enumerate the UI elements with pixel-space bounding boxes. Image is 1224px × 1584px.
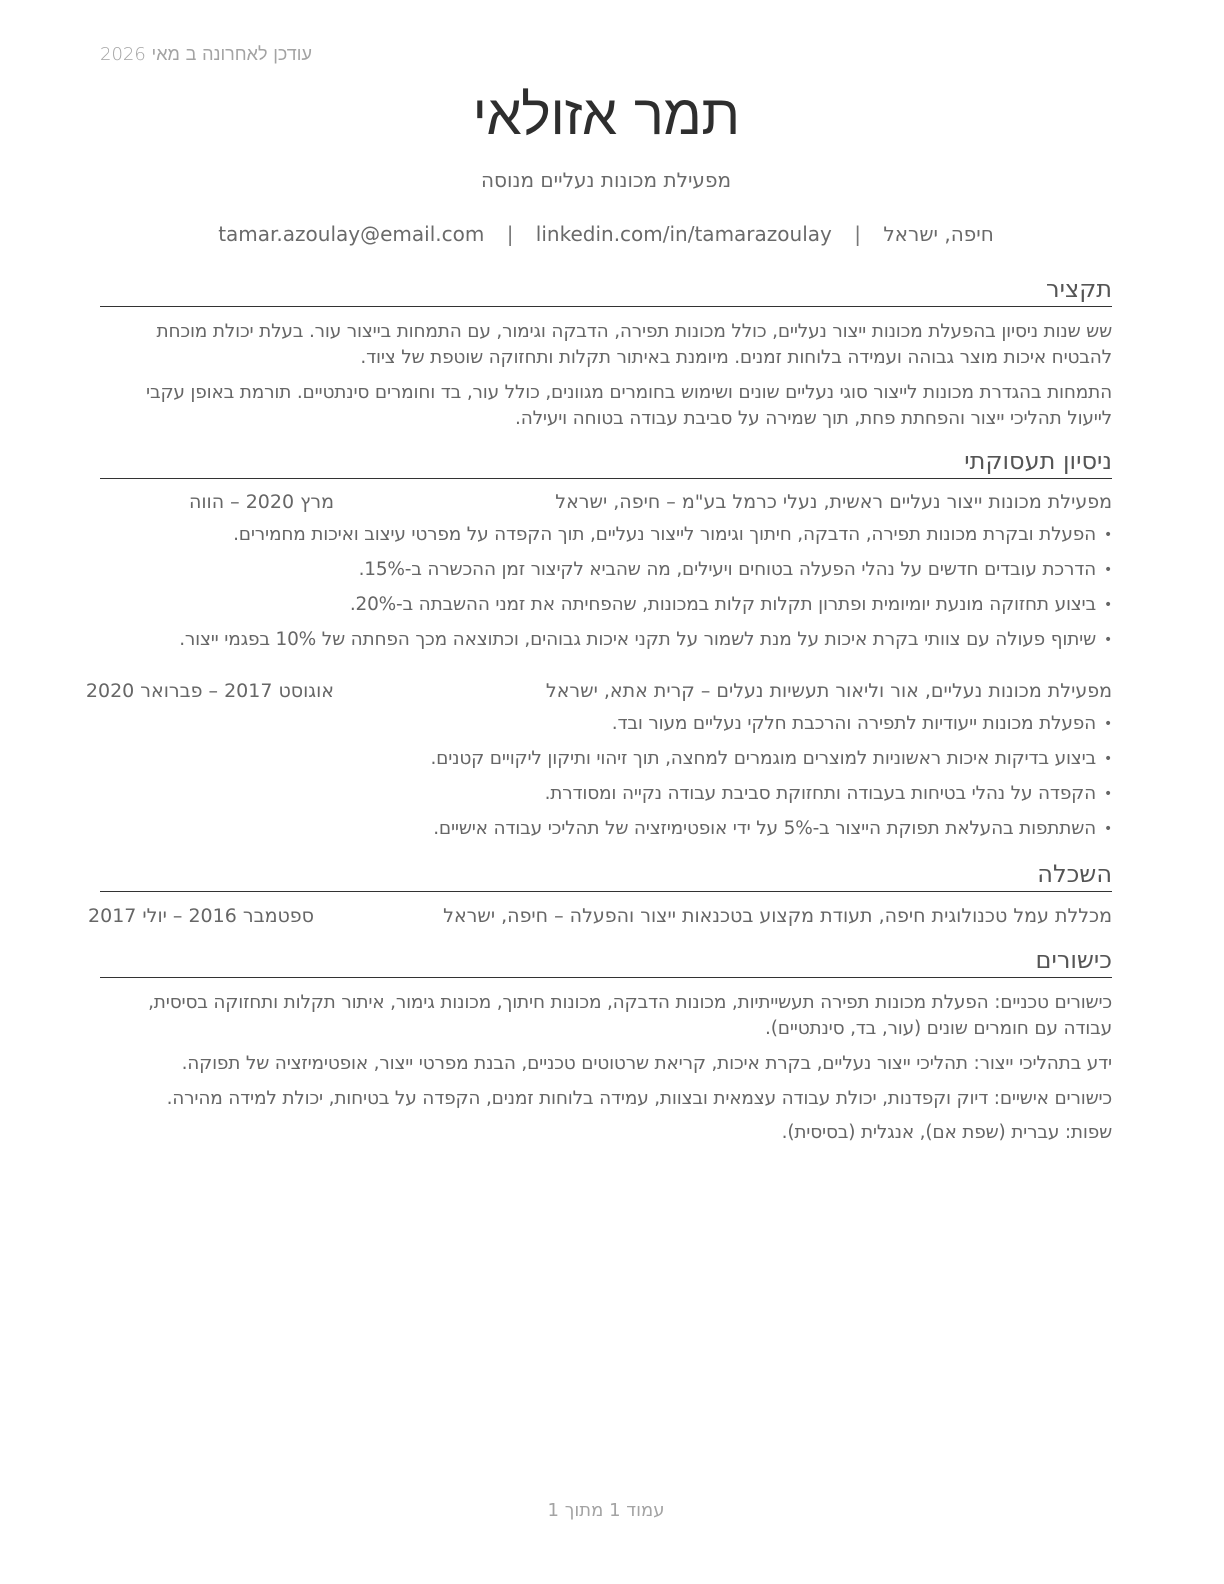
resume-page [85, 0, 1112, 1584]
bullet-dot-icon: • [1103, 527, 1112, 543]
contact-separator: | [506, 222, 514, 246]
bullet-dot-icon: • [1103, 632, 1112, 648]
job-title: מפעילת מכונות ייצור נעליים ראשית, נעלי כרמל בע"מ – חיפה, ישראל [555, 491, 1112, 513]
candidate-name: תמר אזולאי [472, 83, 740, 148]
job-bullet: • הפעלת מכונות ייעודיות לתפירה והרכבת חלקי נעליים מעור ובד. [100, 711, 1112, 746]
contact-linkedin[interactable]: linkedin.com/in/tamarazoulay [535, 222, 832, 246]
job-bullet: • ביצוע תחזוקה מונעת יומיומית ופתרון תקלות קלות במכונות, שהפחיתה את זמני ההשבתה ב-20%. [100, 592, 1112, 627]
education-entry [88, 905, 1112, 931]
bullet-dot-icon: • [1103, 821, 1112, 837]
section-title-experience: ניסיון תעסוקתי [100, 446, 1112, 479]
job-bullet: • הדרכת עובדים חדשים על נהלי הפעלה בטוחים ויעילים, מה שהביא לקיצור זמן ההכשרה ב-15%. [100, 557, 1112, 592]
job-bullet: • הפעלת ובקרת מכונות תפירה, הדבקה, חיתוך וגימור לייצור נעליים, תוך הקפדה על מפרטי עיצוב ואיכות מחמירים. [100, 522, 1112, 557]
candidate-role: מפעילת מכונות נעליים מנוסה [480, 168, 732, 192]
contact-line [100, 222, 1112, 246]
skill-line: שפות: עברית (שפת אם), אנגלית (בסיסית). [781, 1122, 1112, 1143]
page-number: עמוד 1 מתוך 1 [547, 1500, 665, 1521]
job-bullets [100, 711, 1112, 851]
bullet-dot-icon: • [1103, 786, 1112, 802]
bullet-dot-icon: • [1103, 716, 1112, 732]
bullet-dot-icon: • [1103, 562, 1112, 578]
last-updated-note: עודכן לאחרונה ב מאי 2026 [100, 44, 312, 65]
education-institution: מכללת עמל טכנולוגית חיפה, תעודת מקצוע בטכנאות ייצור והפעלה – חיפה, ישראל [443, 905, 1112, 927]
job-bullet: • שיתוף פעולה עם צוותי בקרת איכות על מנת לשמור על תקני איכות גבוהים, וכתוצאה מכך הפחתה של 10% בפגמי ייצור. [100, 627, 1112, 662]
skill-line: ידע בתהליכי ייצור: תהליכי ייצור נעליים, בקרת איכות, קריאת שרטוטים טכניים, הבנת מפרטי ייצור, אופטימיזציה של תפוקה. [181, 1053, 1112, 1074]
contact-email[interactable]: tamar.azoulay@email.com [218, 222, 485, 246]
job-header [100, 491, 1112, 517]
job-bullet: • השתתפות בהעלאת תפוקת הייצור ב-5% על ידי אופטימיזציה של תהליכי עבודה אישיים. [100, 816, 1112, 851]
job-title: מפעילת מכונות נעליים, אור וליאור תעשיות נעלים – קרית אתא, ישראל [545, 680, 1112, 702]
education-dates: ספטמבר 2016 – יולי 2017 [88, 905, 314, 927]
job-bullet: • הקפדה על נהלי בטיחות בעבודה ותחזוקת סביבת עבודה נקייה ומסודרת. [100, 781, 1112, 816]
section-title-education: השכלה [100, 859, 1112, 892]
contact-location: חיפה, ישראל [883, 222, 994, 246]
summary-paragraph: התמחות בהגדרת מכונות לייצור סוגי נעליים שונים ושימוש בחומרים מגוונים, כולל עור, בד וחומרים סינתטיים. תורמת באופן עקבי לייעול תהליכי ייצור והפחתת פחת, תוך שמירה על סביבת עבודה בטוחה ויעילה. [146, 382, 1112, 429]
job-dates: מרץ 2020 – הווה [188, 491, 334, 513]
contact-separator: | [854, 222, 861, 246]
job-bullets [100, 522, 1112, 662]
bullet-dot-icon: • [1103, 751, 1112, 767]
skill-line: כישורים אישיים: דיוק וקפדנות, יכולת עבודה עצמאית ובצוות, עמידה בלוחות זמנים, הקפדה על בטיחות, יכולת למידה מהירה. [166, 1088, 1112, 1109]
bullet-dot-icon: • [1103, 597, 1112, 613]
section-title-skills: כישורים [100, 945, 1112, 978]
job-header [85, 680, 1112, 706]
job-bullet: • ביצוע בדיקות איכות ראשוניות למוצרים מוגמרים למחצה, תוך זיהוי ותיקון ליקויים קטנים. [100, 746, 1112, 781]
job-dates: אוגוסט 2017 – פברואר 2020 [85, 680, 334, 702]
skill-line: כישורים טכניים: הפעלת מכונות תפירה תעשייתיות, מכונות הדבקה, מכונות חיתוך, מכונות גימור, איתור תקלות ותחזוקה בסיסית, עבודה עם חומרים שונים (עור, בד, סינתטיים). [148, 992, 1112, 1039]
summary-paragraph: שש שנות ניסיון בהפעלת מכונות ייצור נעליים, כולל מכונות תפירה, הדבקה וגימור, עם התמחות בייצור עור. בעלת יכולת מוכחת להבטיח איכות מוצר גבוהה ועמידה בלוחות זמנים. מיומנת באיתור תקלות ותחזוקה שוטפת של ציוד. [156, 321, 1112, 368]
section-title-summary: תקציר [100, 274, 1112, 307]
